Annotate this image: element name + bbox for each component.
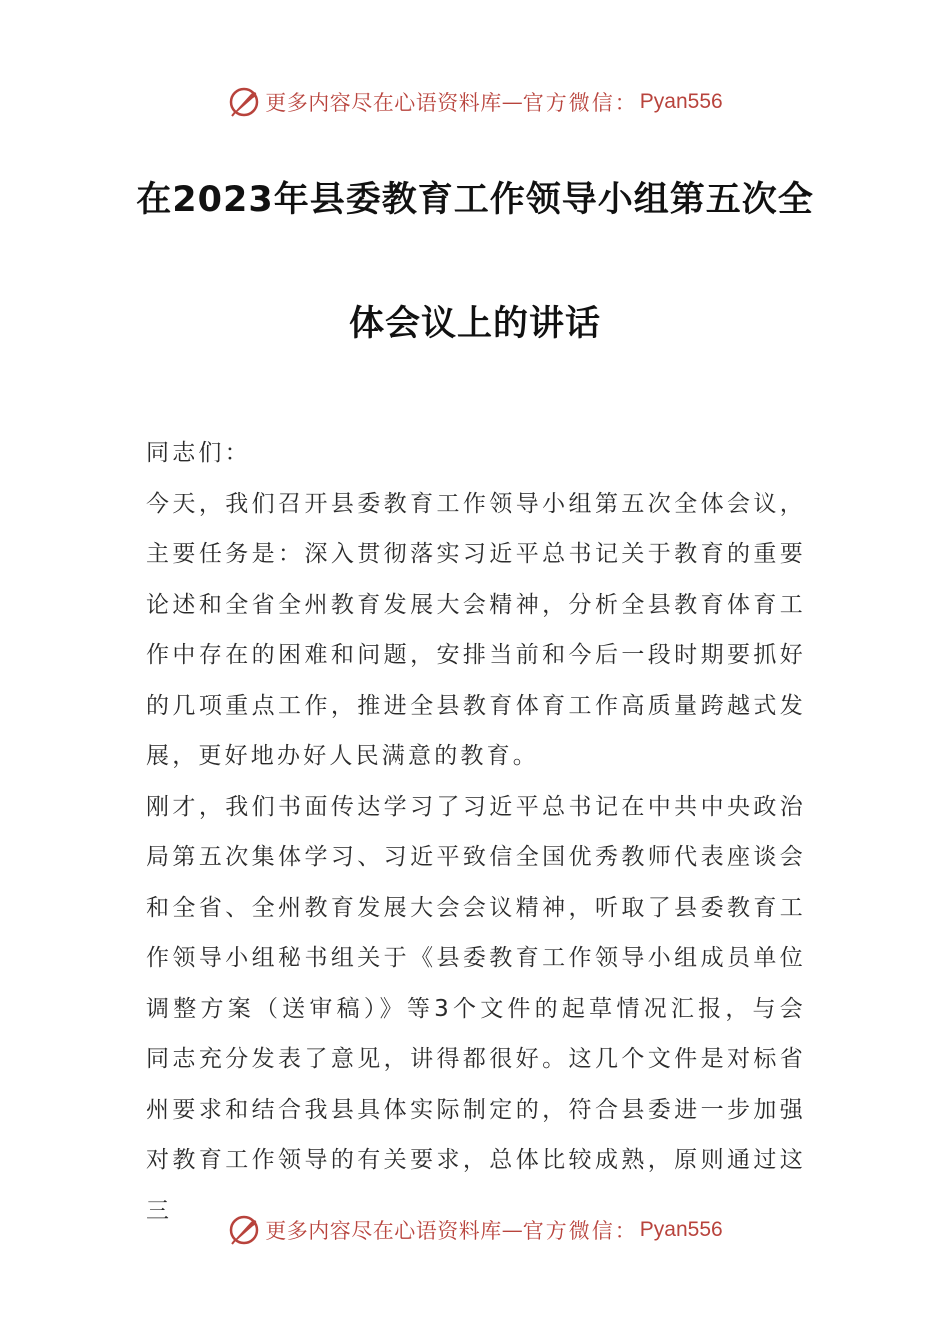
watermark-text: 更多内容尽在心语资料库 (265, 91, 502, 115)
document-title-line-2: 体会议上的讲话 (348, 304, 601, 344)
paragraph-1: 今天，我们召开县委教育工作领导小组第五次全体会议，主要任务是：深入贯彻落实习近平总书记关于教育的重要论述和全省全州教育发展大会精神，分析全县教育体育工作中存在的困难和问题，安排当前和今后一段时期要抓好的几项重点工作，推进全县教育体育工作高质量跨越式发展，更好地办好人民满意的教育。 (146, 490, 806, 769)
watermark-text: 更多内容尽在心语资料库 (265, 1219, 502, 1243)
watermark-dash: — (501, 90, 523, 114)
watermark-dash: — (501, 1218, 523, 1242)
watermark-wechat-id: Pyan556 (639, 1218, 723, 1241)
watermark-label: 官方微信： (522, 91, 638, 115)
watermark-wechat-id: Pyan556 (639, 90, 723, 113)
footer-watermark (0, 1210, 950, 1250)
document-body (146, 428, 806, 1236)
salutation: 同志们： (146, 440, 251, 466)
header-watermark (0, 82, 950, 122)
watermark-label: 官方微信： (522, 1219, 638, 1243)
document-title-line-1: 在2023年县委教育工作领导小组第五次全 (136, 180, 814, 220)
paragraph-2: 刚才，我们书面传达学习了习近平总书记在中共中央政治局第五次集体学习、习近平致信全国优秀教师代表座谈会和全省、全州教育发展大会会议精神，听取了县委教育工作领导小组秘书组关于《县委教育工作领导小组成员单位调整方案（送审稿）》等3个文件的起草情况汇报，与会同志充分发表了意见，讲得都很好。这几个文件是对标省州要求和结合我县具体实际制定的，符合县委进一步加强对教育工作领导的有关要求，总体比较成熟，原则通过这三 (146, 793, 806, 1224)
quill-pen-logo-icon (227, 85, 261, 119)
quill-pen-logo-icon (227, 1213, 261, 1247)
